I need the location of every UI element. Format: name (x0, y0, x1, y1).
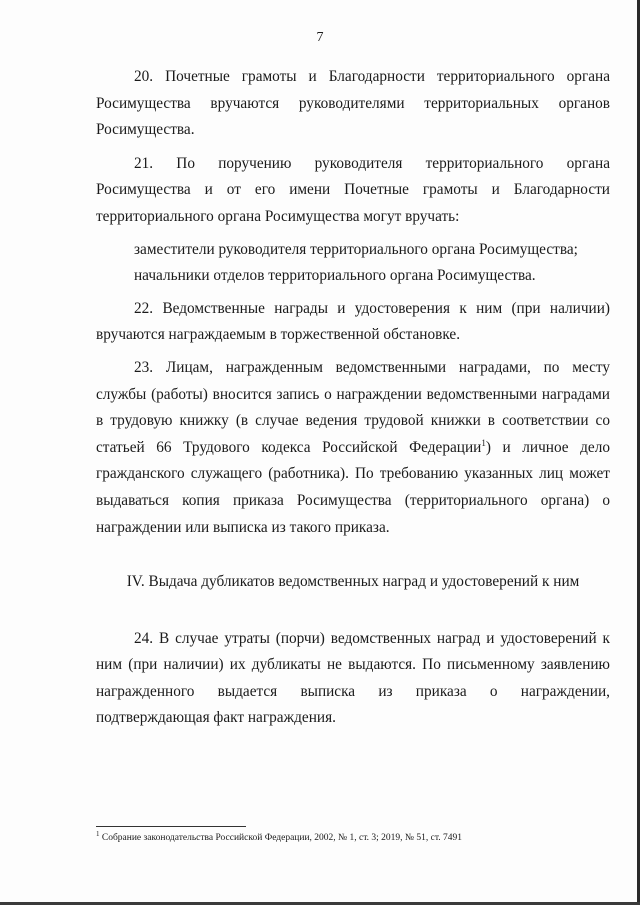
page-number: 7 (316, 30, 324, 45)
footnote-divider (96, 826, 246, 827)
paragraph-21-item-1: заместители руководителя территориального органа Росимущества; (134, 240, 578, 258)
footnote (96, 829, 610, 844)
footnote-text: Собрание законодательства Российской Федерации, 2002, № 1, ст. 3; 2019, № 51, ст. 7491 (99, 833, 463, 843)
paragraph-21-item-2: начальники отделов территориального органа Росимущества. (134, 267, 536, 285)
footnote-mark: 1 (96, 829, 100, 838)
footnote-reference: 1 (481, 437, 486, 448)
document-body (96, 64, 610, 732)
paragraph-22: 22. Ведомственные награды и удостоверения к ним (при наличии) вручаются награждаемым в торжественной обстановке. (96, 299, 610, 344)
paragraph-23-text-start: 23. Лицам, награжденным ведомственными наградами, по месту службы (работы) вносится запись о награждении ведомственными наградами в трудовую книжку (в случае ведения трудовой книжки в соответствии со статьей 66 Трудового кодекса Российской Федерации (96, 358, 610, 456)
paragraph-23-text-end: ) и личное дело гражданского служащего (работника). По требованию указанных лиц может выдаваться копия приказа Росимущества (территориального органа) о награждении или выписка из такого приказа. (96, 438, 611, 536)
paragraph-20: 20. Почетные грамоты и Благодарности территориального органа Росимущества вручаются руководителями территориальных органов Росимущества. (96, 68, 610, 139)
paragraph-23 (96, 355, 610, 541)
paragraph-21: 21. По поручению руководителя территориального органа Росимущества и от его имени Почетные грамоты и Благодарности территориального органа Росимущества могут вручать: (96, 154, 610, 225)
paragraph-24: 24. В случае утраты (порчи) ведомственных наград и удостоверений к ним (при наличии) их дубликаты не выдаются. По письменному заявлению награжденного выдается выписка из приказа о награждении, подтверждающая факт награждения. (96, 629, 610, 727)
section-heading: IV. Выдача дубликатов ведомственных наград и удостоверений к ним (126, 573, 580, 591)
